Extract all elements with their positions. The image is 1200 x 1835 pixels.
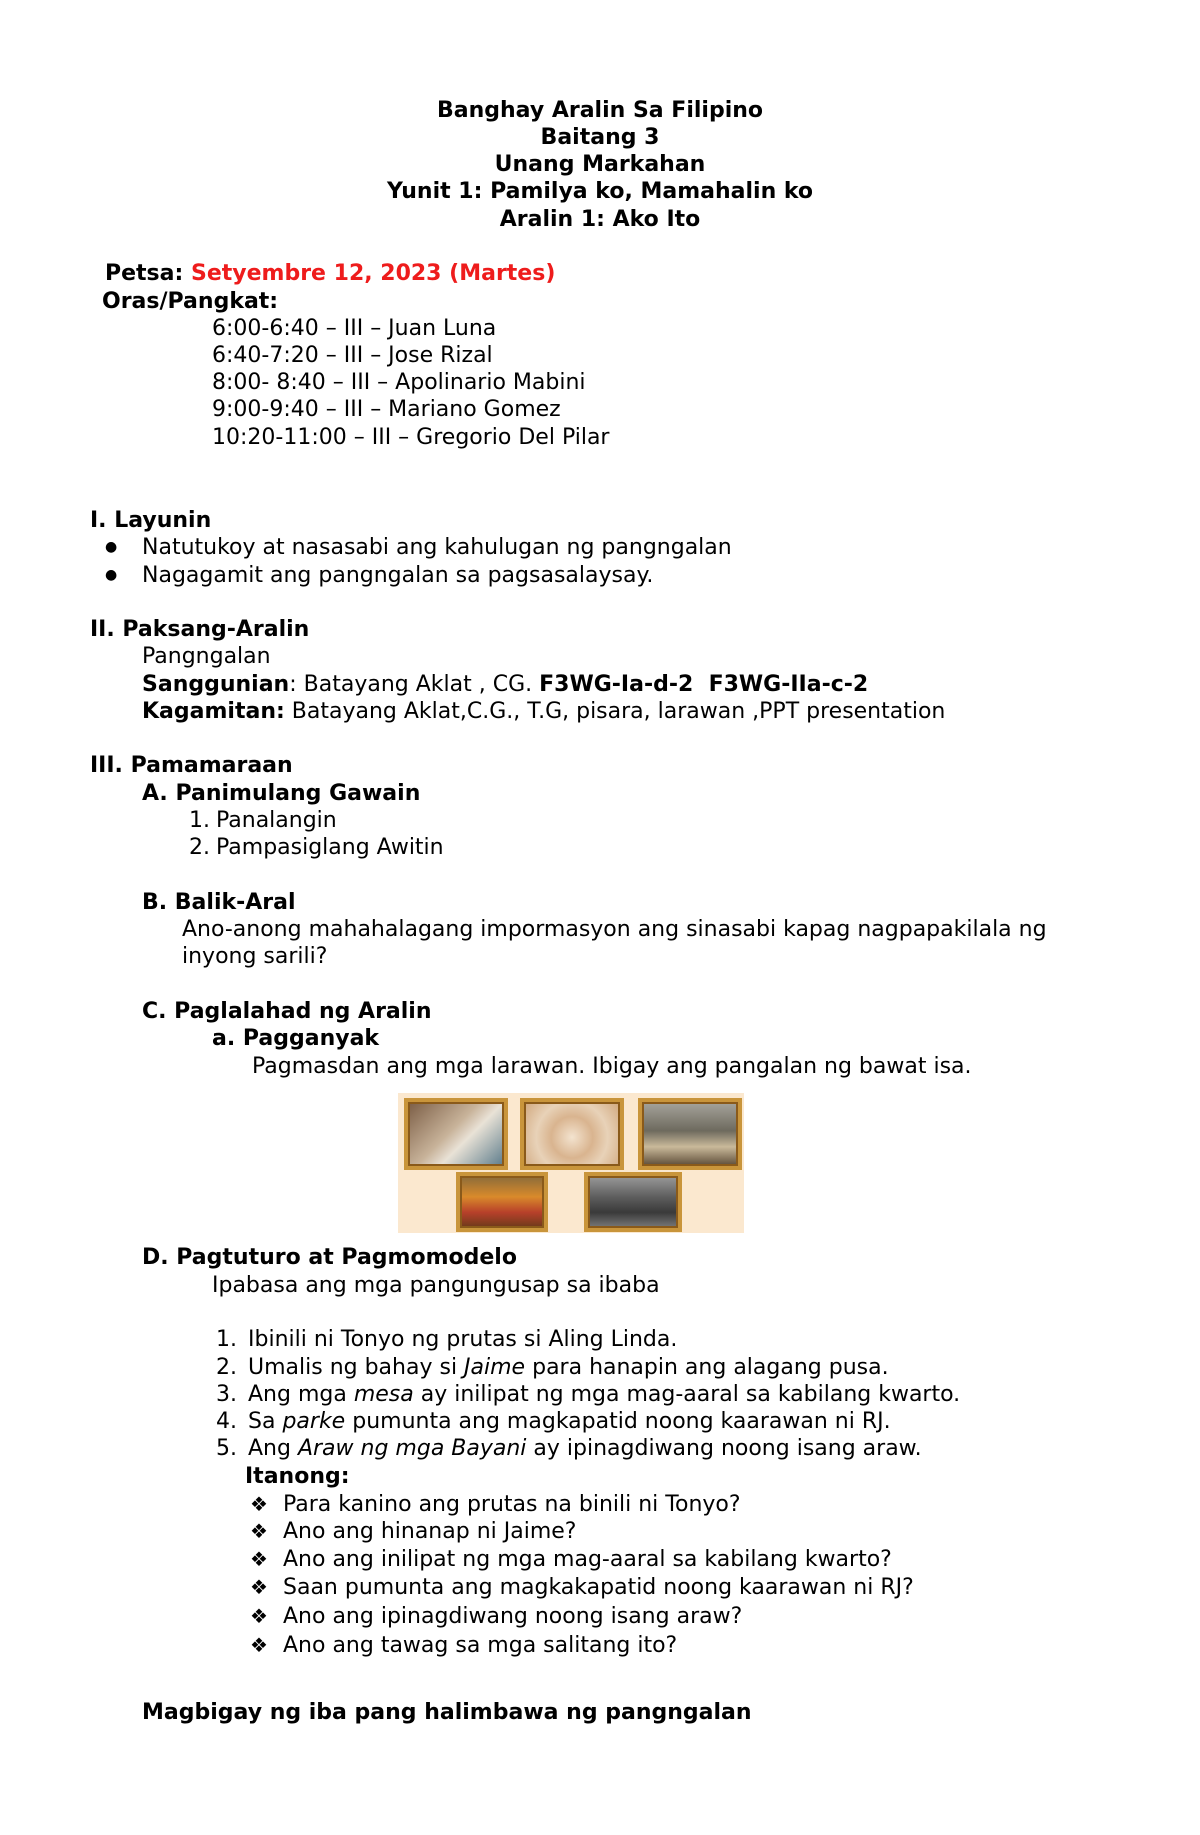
section-d-heading: D. Pagtuturo at Pagmomodelo [142,1245,517,1270]
materials-line [142,698,945,725]
review-question-line1: Ano-anong mahahalagang impormasyon ang sinasabi kapag nagpapakilala ng [182,917,1047,942]
cat-picture [520,1098,624,1170]
question-item: Para kanino ang prutas na binili ni Tonyo? [283,1492,741,1517]
sentence-item: Umalis ng bahay si Jaime para hanapin ang alagang pusa. [248,1355,889,1380]
question-item: Ano ang inilipat ng mga mag-aaral sa kabilang kwarto? [283,1547,892,1572]
schedule-item: 6:00-6:40 – III – Juan Luna [212,316,497,341]
subject-topic: Pangngalan [142,644,271,669]
celebration-picture [456,1172,548,1232]
date-label: Petsa: [105,261,184,286]
materials-label: Kagamitan: [142,699,285,724]
sentence-item: Ang mga mesa ay inilipat ng mga mag-aaral sa kabilang kwarto. [248,1382,961,1407]
reference-text: : Batayang Aklat , CG. [289,672,533,697]
subject-heading: II. Paksang-Aralin [90,617,310,642]
park-picture [584,1172,682,1232]
question-item: Saan pumunta ang magkakapatid noong kaarawan ni RJ? [283,1575,914,1600]
question-item: Ano ang hinanap ni Jaime? [283,1519,577,1544]
questions-label: Itanong: [245,1464,350,1489]
schedule-item: 10:20-11:00 – III – Gregorio Del Pilar [212,425,610,450]
diamond-bullet-icon: ❖ [250,1575,268,1599]
objective-item: Nagagamit ang pangngalan sa pagsasalaysay. [142,563,654,588]
sentence-item: Ibinili ni Tonyo ng prutas si Aling Linda. [248,1327,678,1352]
grade-level: Baitang 3 [540,125,660,150]
section-b-heading: B. Balik-Aral [142,890,296,915]
diamond-bullet-icon: ❖ [250,1633,268,1657]
diamond-bullet-icon: ❖ [250,1492,268,1516]
list-number: 1. [189,808,210,833]
schedule-item: 9:00-9:40 – III – Mariano Gomez [212,397,561,422]
book-picture [638,1098,742,1170]
activity-item: Pampasiglang Awitin [216,835,444,860]
lesson-title: Aralin 1: Ako Ito [499,207,701,232]
activity-item: Panalangin [216,808,337,833]
reference-codes: F3WG-Ia-d-2 F3WG-IIa-c-2 [539,672,869,697]
date-line [105,260,555,287]
list-number: 2. [216,1355,237,1380]
classroom-picture [404,1098,508,1170]
reference-label: Sanggunian [142,672,290,697]
list-number: 3. [216,1382,237,1407]
review-question-line2: inyong sarili? [182,944,328,969]
diamond-bullet-icon: ❖ [250,1547,268,1571]
objective-item: Natutukoy at nasasabi ang kahulugan ng pangngalan [142,535,732,560]
sentence-item: Ang Araw ng mga Bayani ay ipinagdiwang noong isang araw. [248,1436,922,1461]
section-c-heading: C. Paglalahad ng Aralin [142,999,432,1024]
question-item: Ano ang tawag sa mga salitang ito? [283,1633,678,1658]
diamond-bullet-icon: ❖ [250,1519,268,1543]
section-a-heading: A. Panimulang Gawain [142,781,421,806]
list-number: 5. [216,1436,237,1461]
date-value: Setyembre 12, 2023 (Martes) [190,261,556,286]
objectives-heading: I. Layunin [90,508,212,533]
list-number: 1. [216,1327,237,1352]
procedure-heading: III. Pamamaraan [90,753,293,778]
motivation-text: Pagmasdan ang mga larawan. Ibigay ang pangalan ng bawat isa. [252,1054,972,1079]
motivation-heading: a. Pagganyak [212,1026,380,1051]
unit-title: Yunit 1: Pamilya ko, Mamahalin ko [386,179,814,204]
quarter: Unang Markahan [494,152,706,177]
question-item: Ano ang ipinagdiwang noong isang araw? [283,1604,743,1629]
picture-collage [398,1093,744,1233]
diamond-bullet-icon: ❖ [250,1604,268,1628]
bullet-icon: ● [105,539,118,555]
schedule-item: 6:40-7:20 – III – Jose Rizal [212,343,493,368]
closing-instruction: Magbigay ng iba pang halimbawa ng pangngalan [142,1700,752,1725]
document-title: Banghay Aralin Sa Filipino [436,98,764,123]
list-number: 2. [189,835,210,860]
bullet-icon: ● [105,567,118,583]
reference-line [142,671,868,698]
schedule-item: 8:00- 8:40 – III – Apolinario Mabini [212,370,586,395]
materials-text: Batayang Aklat,C.G., T.G, pisara, larawan ,PPT presentation [291,699,946,724]
list-number: 4. [216,1409,237,1434]
teaching-intro: Ipabasa ang mga pangungusap sa ibaba [212,1273,660,1298]
sentence-item: Sa parke pumunta ang magkapatid noong kaarawan ni RJ. [248,1409,891,1434]
schedule-label: Oras/Pangkat: [102,289,279,314]
